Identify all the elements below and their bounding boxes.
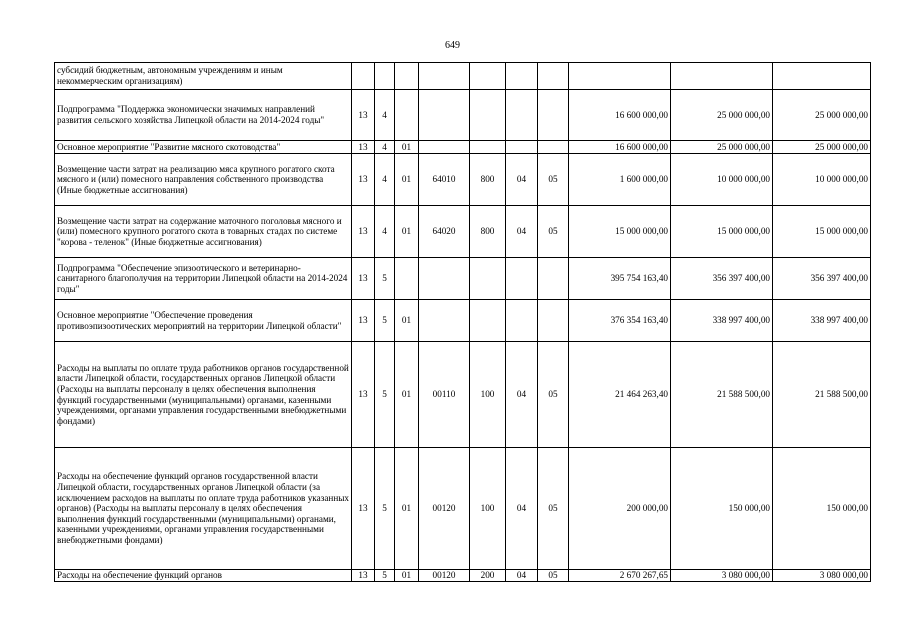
table-row — [55, 154, 871, 206]
code-subsection — [538, 90, 569, 141]
table-row — [55, 258, 871, 300]
code-glavn: 13 — [352, 206, 375, 258]
amount-year-3: 150 000,00 — [773, 448, 871, 570]
code-subprogram: 5 — [375, 342, 395, 448]
code-subprogram: 5 — [375, 300, 395, 342]
code-event: 01 — [395, 570, 419, 582]
code-direction — [419, 300, 470, 342]
code-expense-type: 800 — [470, 206, 506, 258]
code-section — [506, 63, 538, 90]
code-subprogram — [375, 63, 395, 90]
row-name: Возмещение части затрат на реализацию мяса крупного рогатого скота мясного и (или) помесного направления собственного производства (Иные бюджетные ассигнования) — [55, 154, 352, 206]
code-subprogram: 5 — [375, 570, 395, 582]
code-glavn: 13 — [352, 300, 375, 342]
row-name: Подпрограмма "Обеспечение эпизоотического и ветеринарно-санитарного благополучия на территории Липецкой области на 2014-2024 годы" — [55, 258, 352, 300]
table-row — [55, 63, 871, 90]
amount-year-3: 15 000 000,00 — [773, 206, 871, 258]
code-subsection — [538, 300, 569, 342]
amount-year-2: 21 588 500,00 — [671, 342, 773, 448]
code-expense-type: 200 — [470, 570, 506, 582]
row-name: Основное мероприятие "Развитие мясного скотоводства" — [55, 141, 352, 154]
code-expense-type: 100 — [470, 342, 506, 448]
code-event: 01 — [395, 141, 419, 154]
code-section — [506, 90, 538, 141]
code-glavn: 13 — [352, 570, 375, 582]
amount-year-2 — [671, 63, 773, 90]
table-row — [55, 300, 871, 342]
code-direction: 00120 — [419, 448, 470, 570]
code-direction — [419, 258, 470, 300]
code-subsection: 05 — [538, 342, 569, 448]
code-section: 04 — [506, 342, 538, 448]
code-glavn: 13 — [352, 342, 375, 448]
amount-year-1 — [569, 63, 671, 90]
row-name: Подпрограмма "Поддержка экономически значимых направлений развития сельского хозяйства Липецкой области на 2014-2024 годы" — [55, 90, 352, 141]
table-row — [55, 448, 871, 570]
amount-year-1: 15 000 000,00 — [569, 206, 671, 258]
code-section: 04 — [506, 448, 538, 570]
code-event: 01 — [395, 206, 419, 258]
amount-year-1: 376 354 163,40 — [569, 300, 671, 342]
amount-year-2: 3 080 000,00 — [671, 570, 773, 582]
code-glavn — [352, 63, 375, 90]
amount-year-1: 2 670 267,65 — [569, 570, 671, 582]
row-name: Основное мероприятие "Обеспечение проведения противоэпизоотических мероприятий на территории Липецкой области" — [55, 300, 352, 342]
code-direction — [419, 141, 470, 154]
amount-year-1: 200 000,00 — [569, 448, 671, 570]
amount-year-2: 356 397 400,00 — [671, 258, 773, 300]
code-expense-type — [470, 258, 506, 300]
code-section: 04 — [506, 154, 538, 206]
code-subprogram: 4 — [375, 90, 395, 141]
amount-year-3: 10 000 000,00 — [773, 154, 871, 206]
amount-year-2: 150 000,00 — [671, 448, 773, 570]
table-row — [55, 90, 871, 141]
code-event — [395, 63, 419, 90]
code-section — [506, 300, 538, 342]
code-subprogram: 4 — [375, 154, 395, 206]
amount-year-2: 25 000 000,00 — [671, 90, 773, 141]
code-glavn: 13 — [352, 90, 375, 141]
code-subsection — [538, 258, 569, 300]
code-direction: 00120 — [419, 570, 470, 582]
code-section — [506, 258, 538, 300]
code-glavn: 13 — [352, 154, 375, 206]
amount-year-3: 338 997 400,00 — [773, 300, 871, 342]
row-name: Расходы на обеспечение функций органов государственной власти Липецкой области, государственных органов Липецкой области (за исключением расходов на выплаты по оплате труда работников указанных органов) (Расходы на выплаты персоналу в целях обеспечения выполнения функций государственными (муниципальными) органами, казенными учреждениями, органами управления государственными внебюджетными фондами) — [55, 448, 352, 570]
amount-year-3: 3 080 000,00 — [773, 570, 871, 582]
code-event: 01 — [395, 342, 419, 448]
code-expense-type — [470, 63, 506, 90]
row-name: Возмещение части затрат на содержание маточного поголовья мясного и (или) помесного крупного рогатого скота в товарных стадах по системе "корова - теленок" (Иные бюджетные ассигнования) — [55, 206, 352, 258]
code-subsection — [538, 63, 569, 90]
table-row — [55, 206, 871, 258]
code-subsection: 05 — [538, 570, 569, 582]
code-subprogram: 4 — [375, 206, 395, 258]
code-event: 01 — [395, 154, 419, 206]
code-subsection — [538, 141, 569, 154]
code-direction: 64010 — [419, 154, 470, 206]
amount-year-2: 25 000 000,00 — [671, 141, 773, 154]
code-direction — [419, 63, 470, 90]
code-subsection: 05 — [538, 448, 569, 570]
code-event: 01 — [395, 300, 419, 342]
code-glavn: 13 — [352, 448, 375, 570]
code-glavn: 13 — [352, 258, 375, 300]
code-expense-type — [470, 141, 506, 154]
table-row — [55, 570, 871, 582]
page-number: 649 — [445, 40, 460, 51]
row-name: Расходы на выплаты по оплате труда работников органов государственной власти Липецкой области, государственных органов Липецкой области (Расходы на выплаты персоналу в целях обеспечения выполнения функций государственными (муниципальными) органами, казенными учреждениями, органами управления государственными внебюджетными фондами) — [55, 342, 352, 448]
amount-year-3: 25 000 000,00 — [773, 90, 871, 141]
code-event — [395, 90, 419, 141]
code-direction: 00110 — [419, 342, 470, 448]
code-event — [395, 258, 419, 300]
row-name: Расходы на обеспечение функций органов — [55, 570, 352, 582]
code-subsection: 05 — [538, 154, 569, 206]
row-name: субсидий бюджетным, автономным учреждениям и иным некоммерческим организациям) — [55, 63, 352, 90]
amount-year-1: 16 600 000,00 — [569, 141, 671, 154]
amount-year-3: 21 588 500,00 — [773, 342, 871, 448]
code-subprogram: 5 — [375, 258, 395, 300]
code-subprogram: 5 — [375, 448, 395, 570]
code-direction: 64020 — [419, 206, 470, 258]
code-subprogram: 4 — [375, 141, 395, 154]
budget-table — [54, 62, 871, 582]
code-expense-type: 100 — [470, 448, 506, 570]
code-glavn: 13 — [352, 141, 375, 154]
code-subsection: 05 — [538, 206, 569, 258]
amount-year-1: 21 464 263,40 — [569, 342, 671, 448]
code-direction — [419, 90, 470, 141]
code-section — [506, 141, 538, 154]
code-section: 04 — [506, 206, 538, 258]
code-expense-type — [470, 300, 506, 342]
code-expense-type — [470, 90, 506, 141]
amount-year-3 — [773, 63, 871, 90]
table-row — [55, 342, 871, 448]
amount-year-2: 15 000 000,00 — [671, 206, 773, 258]
amount-year-3: 356 397 400,00 — [773, 258, 871, 300]
amount-year-2: 338 997 400,00 — [671, 300, 773, 342]
amount-year-1: 395 754 163,40 — [569, 258, 671, 300]
amount-year-1: 16 600 000,00 — [569, 90, 671, 141]
code-section: 04 — [506, 570, 538, 582]
code-event: 01 — [395, 448, 419, 570]
code-expense-type: 800 — [470, 154, 506, 206]
amount-year-2: 10 000 000,00 — [671, 154, 773, 206]
amount-year-3: 25 000 000,00 — [773, 141, 871, 154]
amount-year-1: 1 600 000,00 — [569, 154, 671, 206]
table-row — [55, 141, 871, 154]
